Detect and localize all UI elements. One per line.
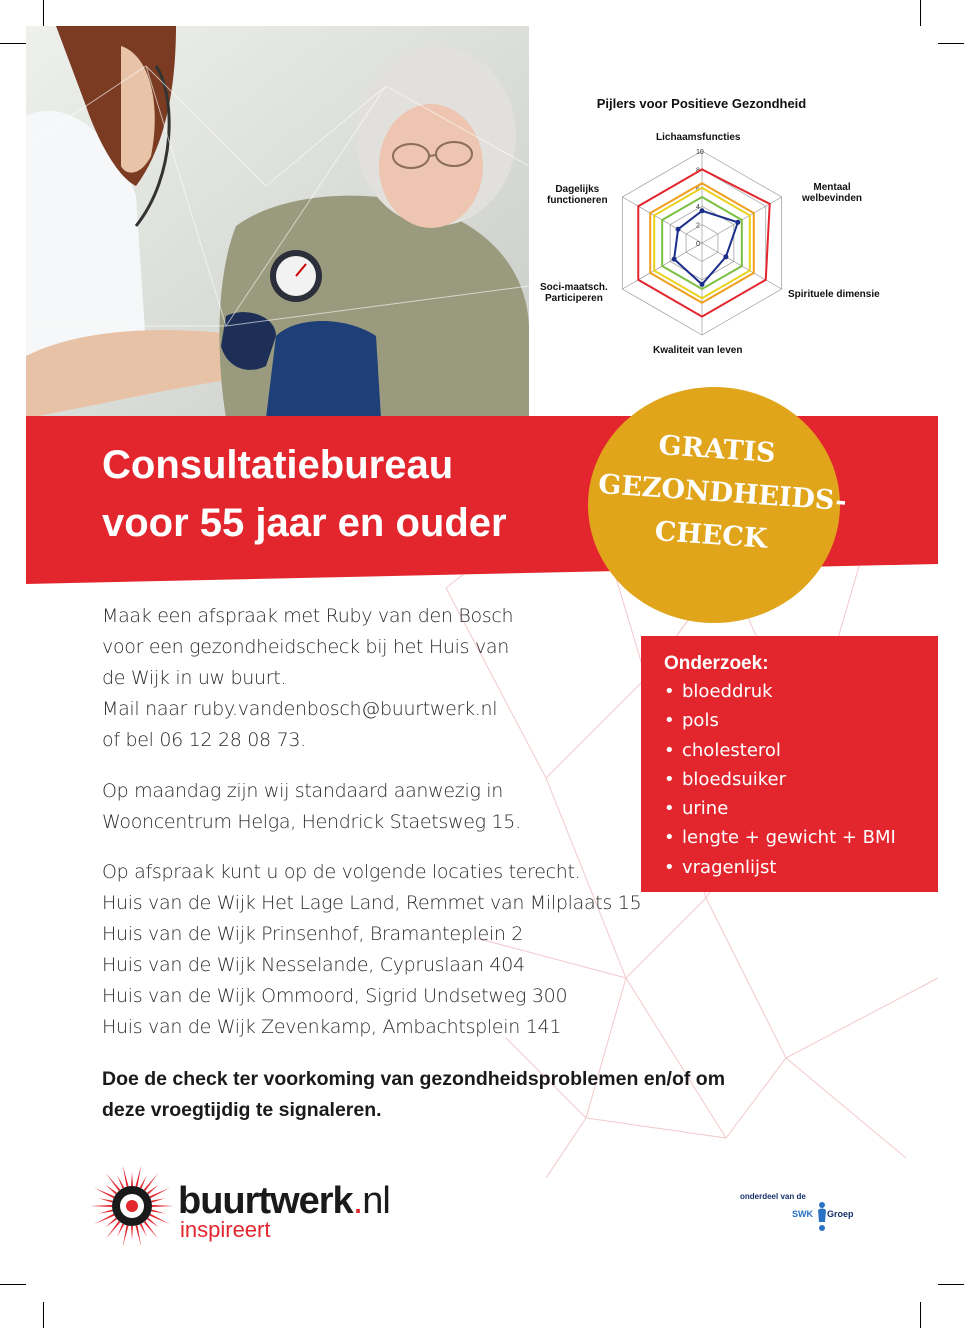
nurse-measuring-blood-pressure-photo	[26, 26, 529, 418]
onderzoek-item-label: vragenlijst	[682, 856, 777, 878]
locations-line: Huis van de Wijk Prinsenhof, Bramanteplein 2	[102, 923, 524, 945]
bullet-icon: •	[664, 681, 675, 702]
radar-tick-label: 6	[696, 185, 700, 193]
intro-line: voor een gezondheidscheck bij het Huis van	[102, 636, 509, 658]
swk-groep-logo[interactable]	[740, 1192, 870, 1234]
bullet-icon: •	[664, 827, 675, 849]
swk-name	[792, 1209, 854, 1219]
logo-ray	[131, 1172, 133, 1186]
radar-point	[735, 220, 740, 225]
logo-ray	[117, 1175, 124, 1188]
crop-mark	[920, 1302, 921, 1328]
axis-label-mentaal	[802, 182, 862, 204]
closing-statement	[102, 1064, 842, 1126]
axis-label-dagelijks-line1: Dagelijks	[555, 184, 600, 195]
bullet-icon: •	[664, 798, 675, 820]
locations-line: Huis van de Wijk Het Lage Land, Remmet van Milplaats 15	[102, 892, 642, 914]
bullet-icon: •	[664, 768, 675, 790]
radar-chart	[529, 88, 909, 378]
onderzoek-item	[664, 706, 938, 735]
crop-mark	[938, 1284, 964, 1285]
logo-ray	[131, 1226, 133, 1240]
locations-paragraph	[102, 857, 662, 1043]
logo-ray	[147, 1185, 159, 1195]
logo-ray	[123, 1225, 129, 1247]
axis-label-soci-line1: Soci-maatsch.	[540, 282, 608, 293]
bullet-icon: •	[664, 710, 675, 732]
onderzoek-item	[664, 853, 938, 882]
axis-label-soci-line2: Participeren	[545, 293, 603, 304]
closing-line: Doe de check ter voorkoming van gezondheidsproblemen en/of om	[102, 1068, 726, 1090]
axis-label-mentaal-line2: welbevinden	[802, 193, 863, 204]
radar-tick-label: 4	[696, 204, 700, 212]
locations-line: Op afspraak kunt u op de volgende locaties terecht.	[102, 861, 581, 883]
onderzoek-item	[664, 677, 938, 706]
locations-line: Huis van de Wijk Nesselande, Cypruslaan 404	[102, 954, 525, 976]
radar-point	[700, 282, 705, 287]
headline	[102, 436, 622, 552]
logo-ray	[123, 1165, 129, 1187]
onderzoek-item-label: bloedsuiker	[682, 768, 786, 790]
bullet-icon: •	[664, 739, 675, 761]
logo-tld: nl	[362, 1180, 390, 1222]
logo-dot: .	[352, 1180, 363, 1222]
bullet-icon: •	[664, 856, 675, 878]
logo-ray	[105, 1185, 117, 1195]
logo-ray	[99, 1209, 113, 1213]
onderzoek-item-label: urine	[682, 798, 729, 820]
axis-label-kwaliteit-van-leven: Kwaliteit van leven	[653, 345, 743, 356]
logo-word: buurtwerk	[178, 1180, 353, 1222]
onderzoek-box	[641, 636, 938, 892]
headline-line2: voor 55 jaar en ouder	[102, 501, 507, 545]
onderzoek-title: Onderzoek:	[664, 653, 769, 674]
swk-groep-text: Groep	[827, 1209, 854, 1219]
radar-tick-label: 10	[696, 149, 704, 156]
logo-ray	[152, 1205, 174, 1207]
radar-tick-label: 0	[696, 241, 700, 248]
axis-label-dagelijks-functioneren	[547, 184, 608, 206]
onderzoek-item	[664, 736, 938, 765]
crop-mark	[43, 1302, 44, 1328]
intro-line: Maak een afspraak met Ruby van den Bosch	[102, 605, 514, 627]
crop-mark	[0, 1284, 26, 1285]
onderzoek-item-label: cholesterol	[682, 739, 781, 761]
monday-line: Op maandag zijn wij standaard aanwezig in	[102, 780, 504, 802]
logo-ray	[151, 1198, 165, 1202]
intro-line-email[interactable]: Mail naar ruby.vandenbosch@buurtwerk.nl	[102, 698, 498, 720]
monday-paragraph	[102, 776, 662, 838]
axis-label-spirituele-dimensie: Spirituele dimensie	[788, 289, 880, 300]
radar-tick-label: 8	[696, 167, 700, 175]
logo-ray	[151, 1209, 165, 1213]
crop-mark	[43, 0, 44, 26]
headline-line1: Consultatiebureau	[102, 443, 454, 487]
radar-point	[723, 254, 728, 259]
logo-ray	[140, 1175, 147, 1188]
onderzoek-item	[664, 823, 938, 852]
axis-label-mentaal-line1: Mentaal	[813, 182, 851, 193]
logo-ray	[140, 1224, 147, 1237]
intro-paragraph	[102, 601, 662, 756]
closing-line: deze vroegtijdig te signaleren.	[102, 1099, 382, 1121]
badge-text	[594, 420, 848, 565]
logo-ray	[106, 1221, 121, 1239]
logo-ray	[117, 1224, 124, 1237]
logo-ray	[144, 1221, 159, 1239]
logo-ray	[99, 1198, 113, 1202]
onderzoek-item-label: pols	[682, 710, 719, 732]
intro-line-phone[interactable]: of bel 06 12 28 08 73.	[102, 729, 306, 751]
onderzoek-item	[664, 765, 938, 794]
radar-point	[676, 227, 681, 232]
intro-line: de Wijk in uw buurt.	[102, 667, 287, 689]
logo-tagline: inspireert	[180, 1217, 271, 1242]
monday-line: Wooncentrum Helga, Hendrick Staetsweg 15.	[102, 811, 521, 833]
radar-title: Pijlers voor Positieve Gezondheid	[596, 96, 807, 111]
radar-point	[700, 208, 705, 213]
crop-mark	[0, 43, 26, 44]
axis-label-soci-maatsch	[540, 282, 608, 304]
badge-line1: GRATIS	[657, 430, 777, 470]
axis-label-lichaamsfuncties: Lichaamsfuncties	[656, 132, 741, 143]
axis-label-dagelijks-line2: functioneren	[547, 195, 608, 206]
onderzoek-item-label: lengte + gewicht + BMI	[682, 827, 896, 849]
onderzoek-item-label: bloeddruk	[682, 681, 773, 702]
logo-ray	[147, 1218, 159, 1228]
logo-ray	[144, 1173, 159, 1191]
swk-tagline: onderdeel van de	[740, 1192, 806, 1201]
onderzoek-item	[664, 794, 938, 823]
radar-point	[672, 257, 677, 262]
crop-mark	[938, 43, 964, 44]
crop-mark	[920, 0, 921, 26]
logo-ray	[90, 1205, 112, 1207]
radar-tick-label: 2	[696, 222, 700, 230]
locations-line: Huis van de Wijk Zevenkamp, Ambachtsplein 141	[102, 1016, 562, 1038]
locations-line: Huis van de Wijk Ommoord, Sigrid Undsetweg 300	[102, 985, 568, 1007]
logo-ray	[135, 1225, 141, 1247]
swk-name-text: SWK	[792, 1209, 813, 1219]
sunburst-logo-icon	[90, 1160, 180, 1250]
logo-ray	[135, 1165, 141, 1187]
buurtwerk-logo[interactable]	[90, 1160, 410, 1250]
badge-line2: GEZONDHEIDS-	[597, 468, 848, 518]
badge-line3: CHECK	[653, 516, 769, 555]
logo-ray	[106, 1173, 121, 1191]
logo-ray	[105, 1218, 117, 1228]
